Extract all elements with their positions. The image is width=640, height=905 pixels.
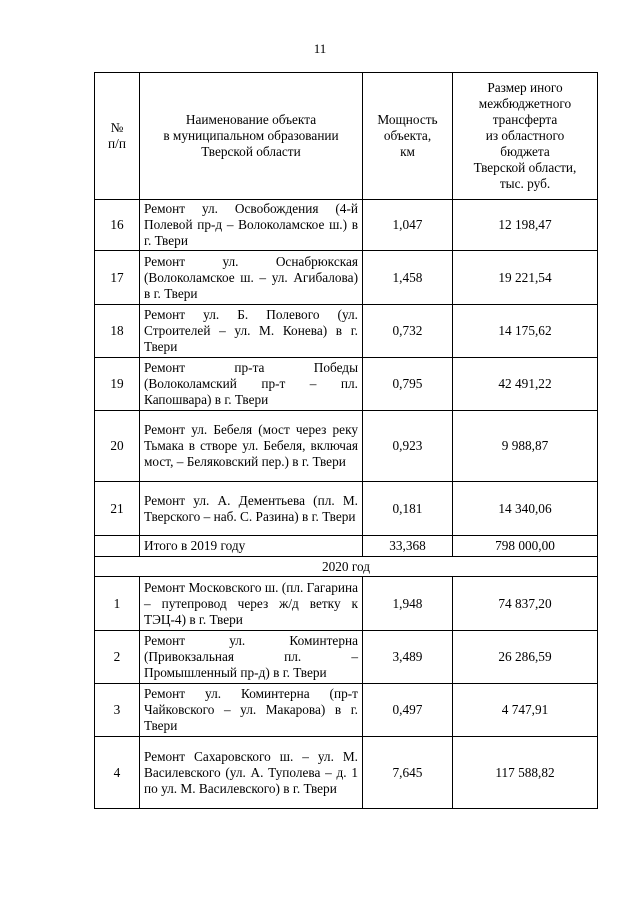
row-name: Ремонт Московского ш. (пл. Гагарина – путепровод через ж/д ветку к ТЭЦ-4) в г. Твери [140, 577, 363, 631]
table-row [95, 631, 598, 684]
row-name: Ремонт пр-та Победы (Волоколамский пр-т – пл. Капошвара) в г. Твери [140, 358, 363, 411]
row-name: Ремонт ул. Коминтерна (Привокзальная пл. – Промышленный пр-д) в г. Твери [140, 631, 363, 684]
row-amount: 4 747,91 [453, 684, 598, 737]
row-amount: 26 286,59 [453, 631, 598, 684]
table-row [95, 737, 598, 809]
row-amount: 9 988,87 [453, 411, 598, 482]
row-amount: 14 340,06 [453, 482, 598, 536]
row-name: Ремонт ул. Коминтерна (пр-т Чайковского – ул. Макарова) в г. Твери [140, 684, 363, 737]
row-power: 1,047 [363, 200, 453, 251]
row-power: 1,948 [363, 577, 453, 631]
transfer-table [94, 72, 598, 809]
header-amount: Размер иного межбюджетного трансферта из областного бюджета Тверской области, тыс. руб. [453, 73, 598, 200]
table-row [95, 305, 598, 358]
row-power: 0,923 [363, 411, 453, 482]
row-num: 18 [95, 305, 140, 358]
total-num-empty [95, 536, 140, 557]
row-power: 0,497 [363, 684, 453, 737]
row-power: 7,645 [363, 737, 453, 809]
header-name: Наименование объекта в муниципальном образовании Тверской области [140, 73, 363, 200]
table-row [95, 411, 598, 482]
row-num: 20 [95, 411, 140, 482]
row-amount: 74 837,20 [453, 577, 598, 631]
row-amount: 12 198,47 [453, 200, 598, 251]
row-power: 0,795 [363, 358, 453, 411]
row-num: 3 [95, 684, 140, 737]
row-power: 0,181 [363, 482, 453, 536]
header-num: № п/п [95, 73, 140, 200]
total-row [95, 536, 598, 557]
total-amount: 798 000,00 [453, 536, 598, 557]
row-power: 3,489 [363, 631, 453, 684]
table-row [95, 684, 598, 737]
table-row [95, 358, 598, 411]
table-row [95, 577, 598, 631]
row-amount: 42 491,22 [453, 358, 598, 411]
table-row [95, 482, 598, 536]
year-2020-heading: 2020 год [95, 557, 598, 577]
total-label: Итого в 2019 году [140, 536, 363, 557]
row-num: 19 [95, 358, 140, 411]
row-name: Ремонт ул. Освобождения (4-й Полевой пр-д – Волоколамское ш.) в г. Твери [140, 200, 363, 251]
row-amount: 19 221,54 [453, 251, 598, 305]
row-num: 16 [95, 200, 140, 251]
row-name: Ремонт Сахаровского ш. – ул. М. Василевского (ул. А. Туполева – д. 1 по ул. М. Василевского) в г. Твери [140, 737, 363, 809]
year-section-row [95, 557, 598, 577]
row-name: Ремонт ул. А. Дементьева (пл. М. Тверского – наб. С. Разина) в г. Твери [140, 482, 363, 536]
row-num: 17 [95, 251, 140, 305]
row-name: Ремонт ул. Б. Полевого (ул. Строителей – ул. М. Конева) в г. Твери [140, 305, 363, 358]
row-name: Ремонт ул. Оснабрюкская (Волоколамское ш. – ул. Агибалова) в г. Твери [140, 251, 363, 305]
table-row [95, 251, 598, 305]
row-amount: 117 588,82 [453, 737, 598, 809]
row-amount: 14 175,62 [453, 305, 598, 358]
row-num: 4 [95, 737, 140, 809]
row-name: Ремонт ул. Бебеля (мост через реку Тьмака в створе ул. Бебеля, включая мост, – Беляковский пер.) в г. Твери [140, 411, 363, 482]
row-num: 21 [95, 482, 140, 536]
row-power: 0,732 [363, 305, 453, 358]
row-power: 1,458 [363, 251, 453, 305]
total-power: 33,368 [363, 536, 453, 557]
page-number: 11 [313, 41, 327, 56]
table-row [95, 200, 598, 251]
row-num: 2 [95, 631, 140, 684]
row-num: 1 [95, 577, 140, 631]
header-row [95, 73, 598, 200]
header-power: Мощность объекта, км [363, 73, 453, 200]
